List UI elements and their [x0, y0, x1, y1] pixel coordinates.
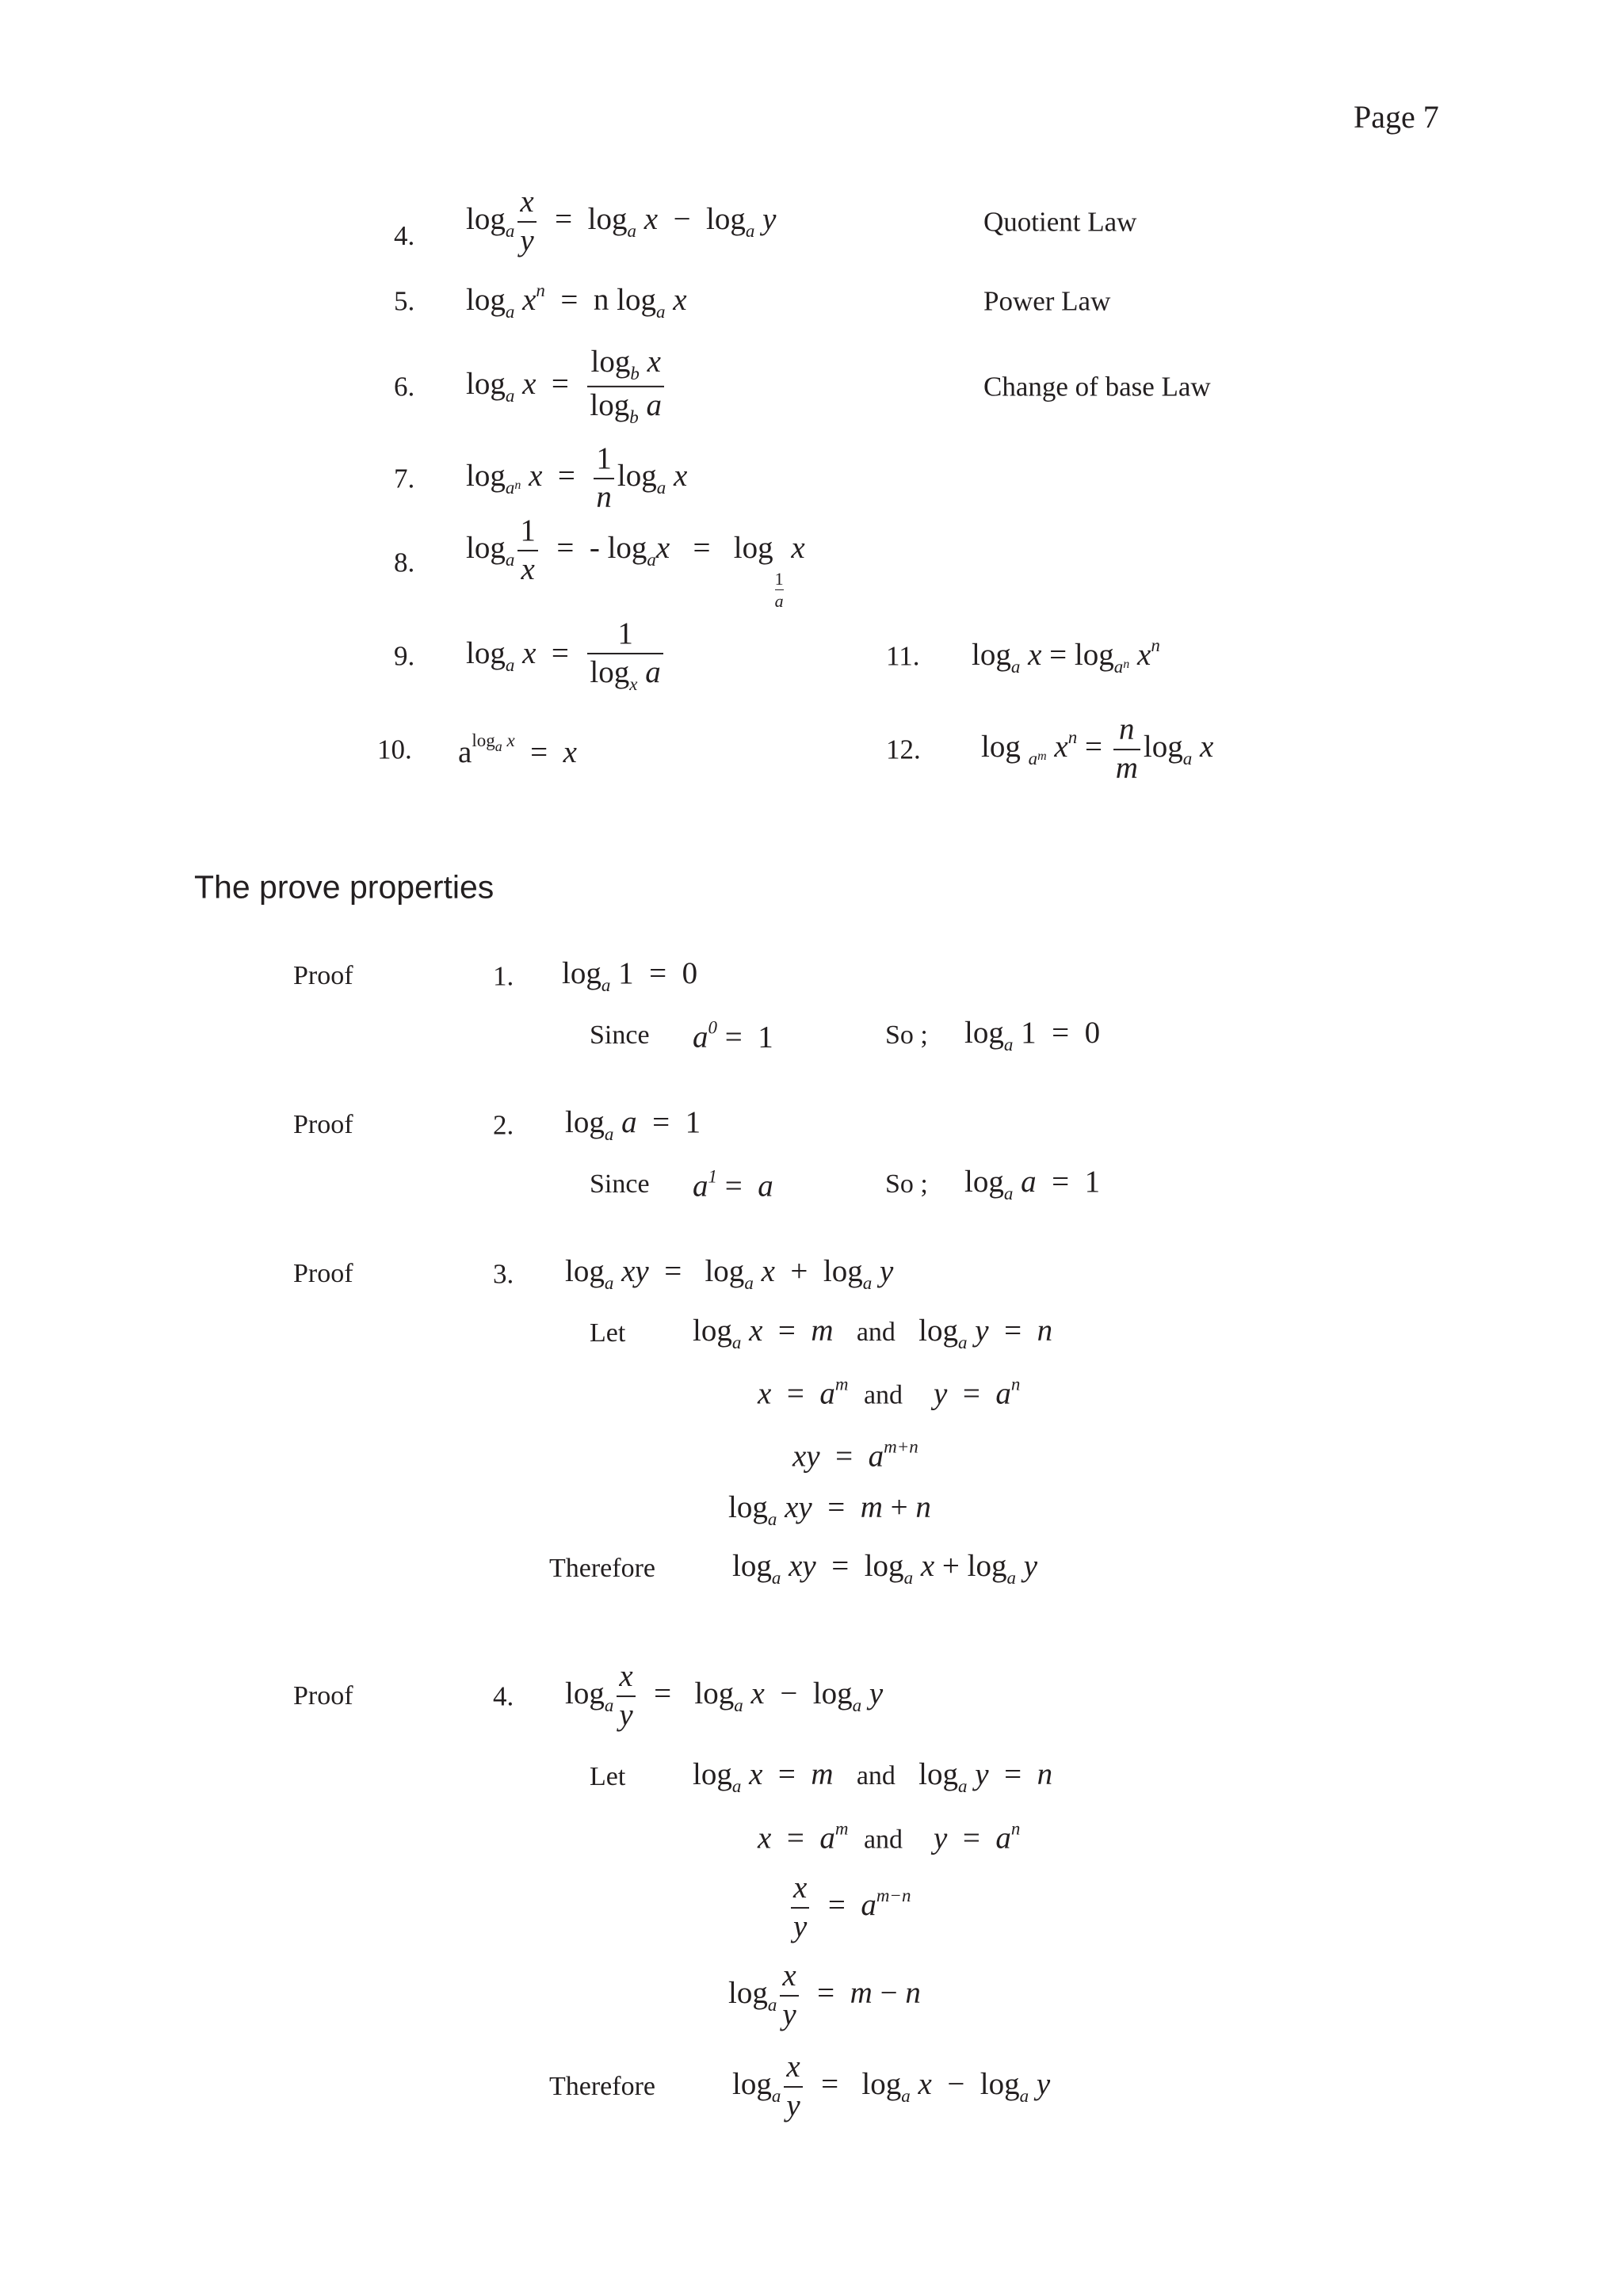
- law-6-number: 6.: [394, 371, 415, 402]
- proof-4-let: Let: [590, 1762, 626, 1791]
- proof-4-number: 4.: [493, 1680, 514, 1712]
- proof-1-since: Since: [590, 1020, 650, 1050]
- law-11-formula: $\log_a x = \log_{a^n} x^n$: [972, 635, 1160, 677]
- proof-2-number: 2.: [493, 1109, 514, 1141]
- law-5-name: Power Law: [983, 285, 1111, 317]
- proof-1-label: Proof: [293, 961, 353, 990]
- proof-3-result: $\log_a$ xy = $\log_a x + \log_a y$: [732, 1549, 1038, 1588]
- law-6-formula: $\log_a x$ = $\frac{\log_b x}{\log_b a}$: [466, 346, 667, 427]
- proof-3-exp-expr: $x = a^m$ and $y = a^n$: [758, 1374, 1021, 1411]
- proof-2-statement: $\log_a a = 1$: [565, 1105, 701, 1144]
- law-9-formula: $\log_a x$ = $\frac{1}{\log_x a}$: [466, 618, 666, 694]
- proof-2-since: Since: [590, 1169, 650, 1199]
- page-number: Page 7: [1354, 99, 1439, 135]
- proof-3-let-expr: $\log_a x = m$ and $\log_a y = n$: [693, 1314, 1053, 1352]
- proof-4-statement: $\log_a$ $\frac{x}{y}$ = $\log_a x - \log_a y$: [565, 1659, 884, 1732]
- law-6-name: Change of base Law: [983, 371, 1211, 402]
- proof-1-since-expr: $a^0 = 1$: [693, 1017, 773, 1055]
- proof-1-number: 1.: [493, 960, 514, 992]
- law-5-number: 5.: [394, 285, 415, 317]
- proof-3-therefore: Therefore: [549, 1554, 656, 1583]
- law-12-number: 12.: [886, 734, 921, 765]
- law-5-formula: $\log_a x^n = n$ $\log_a x$: [466, 280, 687, 322]
- proof-2-since-expr: $a^1 = a$: [693, 1166, 773, 1203]
- law-10-formula: $a^{log_a x} = x$: [458, 730, 577, 769]
- proof-2-so: So ;: [885, 1169, 928, 1199]
- proof-4-let-expr: $\log_a x = m$ and $\log_a y = n$: [693, 1757, 1053, 1796]
- proof-3-label: Proof: [293, 1259, 353, 1288]
- proof-4-exp-expr: $x = a^m$ and $y = a^n$: [758, 1818, 1021, 1855]
- proof-4-label: Proof: [293, 1681, 353, 1711]
- proof-2-so-expr: $\log_a a = 1$: [964, 1165, 1101, 1203]
- proof-1-so: So ;: [885, 1020, 928, 1050]
- law-4-name: Quotient Law: [983, 206, 1137, 238]
- proof-3-product-expr: xy = $a^{m+n}$: [792, 1436, 918, 1474]
- law-8-number: 8.: [394, 547, 415, 578]
- proof-1-so-expr: $\log_a 1 = 0$: [964, 1016, 1101, 1055]
- proof-4-log-expr: $\log_a$ $\frac{x}{y}$ = m − n: [728, 1958, 921, 2031]
- law-8-formula: $\log_a$ $\frac{1}{x}$ = - $\log_ax = \log$ $\frac{1}{a}$ x: [466, 513, 805, 611]
- law-12-formula: log $_{a^m}$ $x^n$ = $\frac{n}{m}$ $\log_a x$: [981, 712, 1214, 785]
- law-11-number: 11.: [886, 640, 920, 672]
- proof-3-number: 3.: [493, 1258, 514, 1290]
- proof-2-label: Proof: [293, 1110, 353, 1139]
- proof-1-statement: $\log_a 1 = 0$: [562, 956, 698, 995]
- law-10-number: 10.: [377, 734, 412, 765]
- proof-4-result: $\log_a$ $\frac{x}{y}$ = $\log_a x - \log_a y$: [732, 2050, 1051, 2122]
- proof-3-log-expr: $\log_a$ xy = m + n: [728, 1490, 931, 1529]
- law-4-formula: $\log_a$ $\frac{x}{y}$ = $\log_a x - \log_a y$: [466, 185, 777, 257]
- law-4-number: 4.: [394, 220, 415, 251]
- law-9-number: 9.: [394, 640, 415, 672]
- proof-4-quotient-expr: $\frac{x}{y}$ = $a^{m-n}$: [788, 1872, 911, 1943]
- proof-3-let: Let: [590, 1318, 626, 1348]
- law-7-number: 7.: [394, 463, 415, 494]
- proof-4-therefore: Therefore: [549, 2072, 656, 2101]
- section-title: The prove properties: [194, 868, 495, 906]
- proof-3-statement: $\log_a$ xy = $\log_a x + \log_a y$: [565, 1254, 894, 1293]
- law-7-formula: $\log_{a^n} x$ = $\frac{1}{n}$ $\log_a x$: [466, 441, 688, 514]
